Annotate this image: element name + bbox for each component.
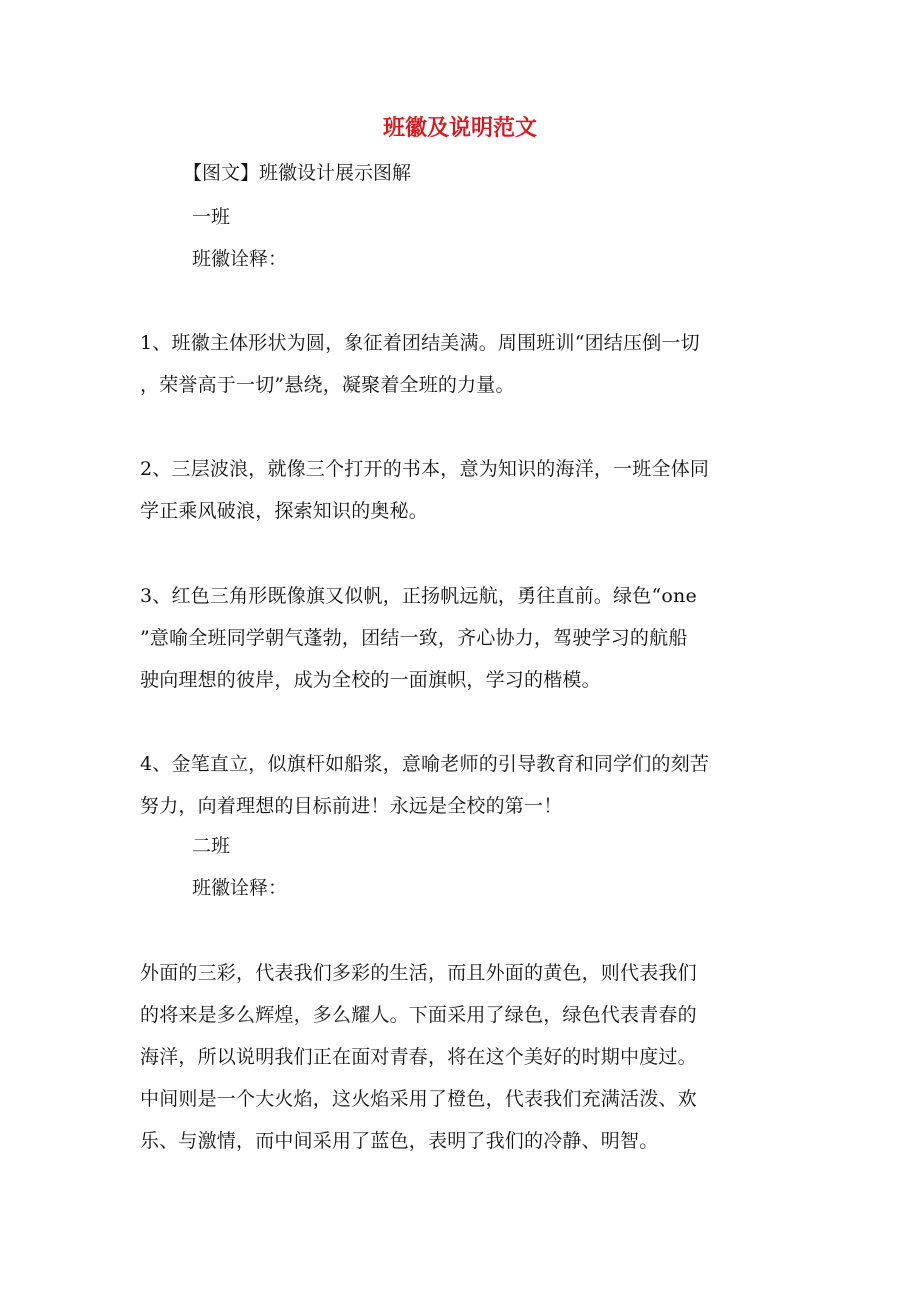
- paragraph-line: 外面的三彩，代表我们多彩的生活，而且外面的黄色，则代表我们: [140, 962, 697, 984]
- paragraph-line: 1、班徽主体形状为圆，象征着团结美满。周围班训“团结压倒一切: [140, 332, 700, 354]
- paragraph-line: 驶向理想的彼岸，成为全校的一面旗帜，学习的楷模。: [140, 669, 601, 691]
- class1-item-1: [140, 322, 790, 406]
- class1-item-3: [140, 575, 790, 701]
- intro-line: 【图文】班徽设计展示图解: [183, 162, 412, 184]
- page-title: 班徽及说明范文: [382, 115, 537, 141]
- paragraph-line: 乐、与激情，而中间采用了蓝色，表明了我们的冷静、明智。: [140, 1130, 659, 1152]
- paragraph-line: ，荣誉高于一切”悬绕，凝聚着全班的力量。: [140, 374, 515, 396]
- paragraph-line: 2、三层波浪，就像三个打开的书本，意为知识的海洋，一班全体同: [140, 458, 710, 480]
- class2-heading: 二班: [192, 835, 231, 857]
- class1-heading: 一班: [192, 206, 231, 228]
- class1-item-4: [140, 743, 790, 827]
- paragraph-line: 3、红色三角形既像旗又似帆，正扬帆远航，勇往直前。绿色“one: [140, 585, 697, 607]
- paragraph-line: ”意喻全班同学朝气蓬勃，团结一致，齐心协力，驾驶学习的航船: [140, 627, 688, 649]
- paragraph-line: 海洋，所以说明我们正在面对青春，将在这个美好的时期中度过。: [140, 1046, 697, 1068]
- paragraph-line: 的将来是多么辉煌，多么耀人。下面采用了绿色，绿色代表青春的: [140, 1004, 697, 1026]
- paragraph-line: 中间则是一个大火焰，这火焰采用了橙色，代表我们充满活泼、欢: [140, 1088, 697, 1110]
- class2-paragraph: [140, 952, 790, 1162]
- paragraph-line: 4、金笔直立，似旗杆如船浆，意喻老师的引导教育和同学们的刻苦: [140, 753, 710, 775]
- class2-label: 班徽诠释：: [192, 877, 288, 899]
- paragraph-line: 学正乘风破浪，探索知识的奥秘。: [140, 500, 429, 522]
- class1-item-2: [140, 448, 790, 532]
- class1-label: 班徽诠释：: [192, 248, 288, 270]
- paragraph-line: 努力，向着理想的目标前进！永远是全校的第一！: [140, 795, 563, 817]
